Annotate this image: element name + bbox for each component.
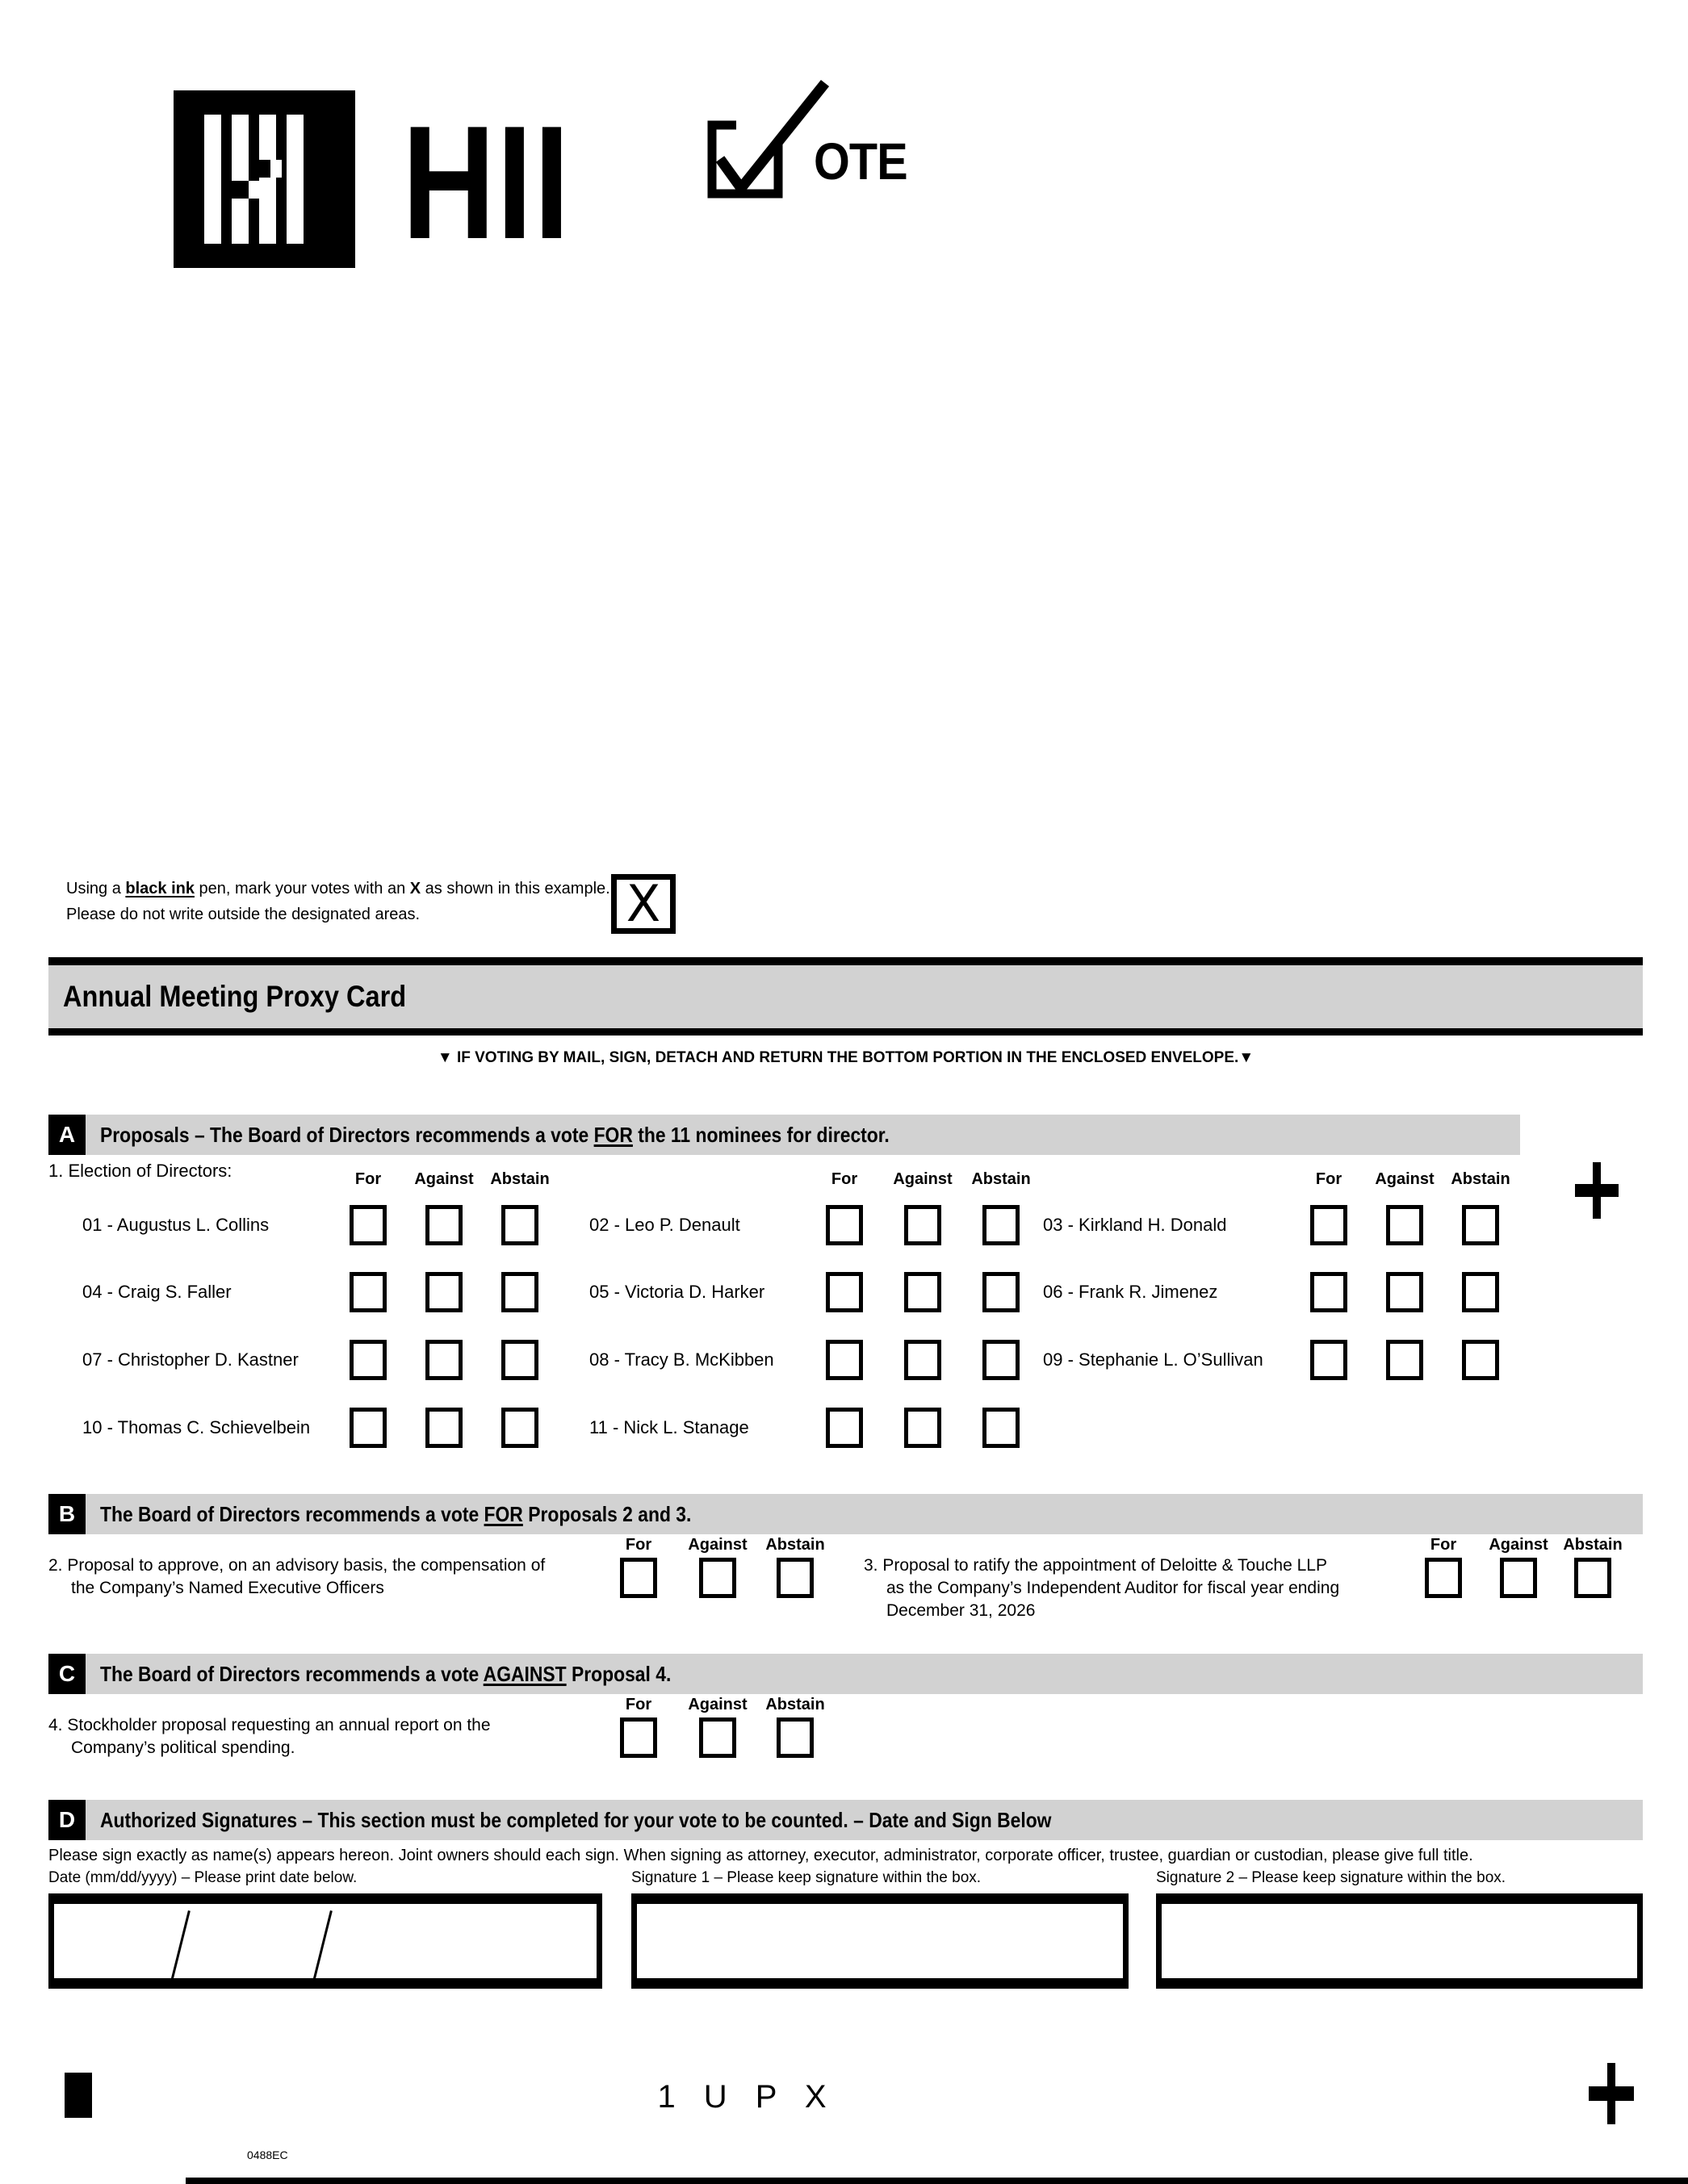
checkbox-nominee-10-against[interactable]: [425, 1408, 463, 1448]
checkbox-nominee-01-abstain[interactable]: [501, 1205, 538, 1245]
registration-plus-icon: [1575, 1184, 1619, 1197]
checkbox-nominee-09-for[interactable]: [1310, 1340, 1347, 1380]
signature-2-label: Signature 2 – Please keep signature within the box.: [1156, 1869, 1506, 1886]
column-header-against: Against: [414, 1170, 474, 1188]
checkbox-nominee-11-against[interactable]: [904, 1408, 941, 1448]
checkbox-nominee-10-for[interactable]: [350, 1408, 387, 1448]
column-header-against: Against: [688, 1696, 748, 1713]
checkbox-nominee-07-abstain[interactable]: [501, 1340, 538, 1380]
proposal-2-line1: 2. Proposal to approve, on an advisory basis, the compensation of: [48, 1556, 546, 1575]
column-header-abstain: Abstain: [490, 1170, 550, 1188]
checkbox-nominee-02-for[interactable]: [826, 1205, 863, 1245]
proposal-3-line1: 3. Proposal to ratify the appointment of Deloitte & Touche LLP: [864, 1556, 1327, 1575]
instr-middle: pen, mark your votes with an: [194, 880, 410, 897]
form-number: 0488EC: [247, 2148, 288, 2161]
marking-instructions-line2: Please do not write outside the designated areas.: [66, 906, 421, 923]
column-header-for: For: [1430, 1536, 1457, 1554]
hii-wordmark: HII: [402, 93, 572, 273]
nominee-label: 09 - Stephanie L. O’Sullivan: [1043, 1349, 1263, 1370]
checkbox-nominee-06-against[interactable]: [1386, 1272, 1423, 1312]
checkbox-nominee-09-against[interactable]: [1386, 1340, 1423, 1380]
election-of-directors-label: 1. Election of Directors:: [48, 1161, 232, 1181]
section-a-heading: [100, 1115, 890, 1155]
example-x-mark: X: [626, 874, 661, 933]
example-x-box: [611, 874, 676, 934]
checkbox-proposal-4-for[interactable]: [620, 1717, 657, 1758]
instr-x: X: [409, 880, 421, 897]
section-b-heading-prefix: The Board of Directors recommends a vote: [100, 1502, 484, 1526]
checkbox-proposal-4-against[interactable]: [699, 1717, 736, 1758]
section-b-heading: [100, 1494, 691, 1534]
checkbox-nominee-11-for[interactable]: [826, 1408, 863, 1448]
checkbox-proposal-3-for[interactable]: [1425, 1558, 1462, 1598]
section-c-heading: [100, 1654, 671, 1694]
instr-prefix: Using a: [66, 880, 126, 897]
nominee-label: 08 - Tracy B. McKibben: [589, 1349, 774, 1370]
checkbox-nominee-07-for[interactable]: [350, 1340, 387, 1380]
footer-code: 1 U P X: [657, 2079, 836, 2115]
checkbox-nominee-04-against[interactable]: [425, 1272, 463, 1312]
checkbox-nominee-03-for[interactable]: [1310, 1205, 1347, 1245]
checkbox-nominee-04-abstain[interactable]: [501, 1272, 538, 1312]
signature-instructions: Please sign exactly as name(s) appears hereon. Joint owners should each sign. When signing as attorney, executor, administrator, corporate officer, trustee, guardian or custodian, please give full title.: [48, 1847, 1473, 1864]
down-arrow-icon: ▼: [437, 1049, 453, 1066]
signature-1-box[interactable]: [631, 1893, 1129, 1989]
checkbox-nominee-05-abstain[interactable]: [982, 1272, 1020, 1312]
registration-plus-icon: [1589, 2086, 1634, 2101]
registration-square-icon: [65, 2073, 92, 2118]
column-header-abstain: Abstain: [765, 1536, 825, 1554]
checkbox-nominee-01-for[interactable]: [350, 1205, 387, 1245]
proposal-2-line2: the Company’s Named Executive Officers: [71, 1579, 384, 1597]
nominee-label: 11 - Nick L. Stanage: [589, 1417, 749, 1437]
section-c-heading-suffix: Proposal 4.: [566, 1662, 672, 1686]
nominee-label: 10 - Thomas C. Schievelbein: [82, 1417, 311, 1437]
checkbox-proposal-2-against[interactable]: [699, 1558, 736, 1598]
column-header-against: Against: [893, 1170, 953, 1188]
checkbox-nominee-06-for[interactable]: [1310, 1272, 1347, 1312]
nominee-label: 05 - Victoria D. Harker: [589, 1282, 765, 1302]
checkbox-nominee-07-against[interactable]: [425, 1340, 463, 1380]
proposal-3-line3: December 31, 2026: [886, 1601, 1036, 1620]
checkbox-proposal-2-abstain[interactable]: [777, 1558, 814, 1598]
column-header-for: For: [625, 1536, 652, 1554]
mail-notice-text: IF VOTING BY MAIL, SIGN, DETACH AND RETURN THE BOTTOM PORTION IN THE ENCLOSED ENVELOPE.: [452, 1049, 1239, 1066]
top-rule: [48, 957, 1643, 965]
date-input-box[interactable]: [48, 1893, 602, 1989]
column-header-abstain: Abstain: [1563, 1536, 1623, 1554]
column-header-abstain: Abstain: [971, 1170, 1031, 1188]
hii-logo-icon: [174, 90, 355, 272]
checkbox-nominee-08-against[interactable]: [904, 1340, 941, 1380]
checkbox-nominee-10-abstain[interactable]: [501, 1408, 538, 1448]
column-header-against: Against: [1375, 1170, 1435, 1188]
date-label: Date (mm/dd/yyyy) – Please print date below.: [48, 1869, 358, 1886]
proposal-4-line1: 4. Stockholder proposal requesting an annual report on the: [48, 1716, 491, 1734]
nominee-label: 04 - Craig S. Faller: [82, 1282, 232, 1302]
checkbox-proposal-2-for[interactable]: [620, 1558, 657, 1598]
checkbox-proposal-4-abstain[interactable]: [777, 1717, 814, 1758]
column-header-abstain: Abstain: [765, 1696, 825, 1713]
checkbox-nominee-09-abstain[interactable]: [1462, 1340, 1499, 1380]
nominee-label: 03 - Kirkland H. Donald: [1043, 1215, 1227, 1235]
marking-instructions-line1: [66, 880, 610, 898]
checkbox-nominee-02-against[interactable]: [904, 1205, 941, 1245]
checkbox-nominee-08-abstain[interactable]: [982, 1340, 1020, 1380]
page-title: Annual Meeting Proxy Card: [63, 980, 407, 1013]
signature-2-box[interactable]: [1156, 1893, 1643, 1989]
checkbox-nominee-01-against[interactable]: [425, 1205, 463, 1245]
checkbox-nominee-02-abstain[interactable]: [982, 1205, 1020, 1245]
section-b-heading-for: FOR: [484, 1502, 523, 1526]
nominee-label: 06 - Frank R. Jimenez: [1043, 1282, 1218, 1302]
checkbox-proposal-3-against[interactable]: [1500, 1558, 1537, 1598]
column-header-for: For: [831, 1170, 858, 1188]
section-d-letter: D: [48, 1800, 86, 1840]
section-a-heading-prefix: Proposals – The Board of Directors recommends a vote: [100, 1123, 594, 1147]
instr-suffix: as shown in this example.: [421, 880, 610, 897]
checkbox-nominee-08-for[interactable]: [826, 1340, 863, 1380]
nominee-label: 02 - Leo P. Denault: [589, 1215, 740, 1235]
section-d-heading: Authorized Signatures – This section must be completed for your vote to be counted. – Date and Sign Below: [100, 1808, 1052, 1832]
proposal-3-line2: as the Company’s Independent Auditor for fiscal year ending: [886, 1579, 1340, 1597]
checkbox-nominee-03-abstain[interactable]: [1462, 1205, 1499, 1245]
section-c-letter: C: [48, 1654, 86, 1694]
column-header-against: Against: [688, 1536, 748, 1554]
down-arrow-icon: ▼: [1238, 1049, 1254, 1066]
checkbox-nominee-06-abstain[interactable]: [1462, 1272, 1499, 1312]
signature-1-label: Signature 1 – Please keep signature within the box.: [631, 1869, 982, 1886]
title-bottom-rule: [48, 1028, 1643, 1036]
section-a-heading-for: FOR: [593, 1123, 633, 1147]
hii-logo-mark-icon: [174, 90, 355, 268]
column-header-for: For: [1315, 1170, 1342, 1188]
instr-black-ink: black ink: [125, 880, 195, 897]
checkbox-nominee-05-against[interactable]: [904, 1272, 941, 1312]
checkbox-nominee-03-against[interactable]: [1386, 1205, 1423, 1245]
nominee-label: 01 - Augustus L. Collins: [82, 1215, 270, 1235]
section-a-heading-suffix: the 11 nominees for director.: [632, 1123, 890, 1147]
mail-notice: [48, 1049, 1643, 1067]
checkbox-proposal-3-abstain[interactable]: [1574, 1558, 1611, 1598]
checkbox-nominee-11-abstain[interactable]: [982, 1408, 1020, 1448]
section-a-letter: A: [48, 1115, 86, 1155]
nominee-label: 07 - Christopher D. Kastner: [82, 1349, 299, 1370]
proposal-4-line2: Company’s political spending.: [71, 1738, 295, 1757]
column-header-for: For: [625, 1696, 652, 1713]
bottom-edge-rule: [186, 2178, 1688, 2184]
column-header-against: Against: [1489, 1536, 1548, 1554]
section-b-heading-suffix: Proposals 2 and 3.: [522, 1502, 692, 1526]
checkbox-nominee-05-for[interactable]: [826, 1272, 863, 1312]
vote-ote-text: OTE: [814, 132, 907, 190]
section-c-heading-against: AGAINST: [483, 1662, 567, 1686]
column-header-abstain: Abstain: [1451, 1170, 1510, 1188]
section-b-letter: B: [48, 1494, 86, 1534]
section-c-heading-prefix: The Board of Directors recommends a vote: [100, 1662, 484, 1686]
checkbox-nominee-04-for[interactable]: [350, 1272, 387, 1312]
column-header-for: For: [354, 1170, 382, 1188]
